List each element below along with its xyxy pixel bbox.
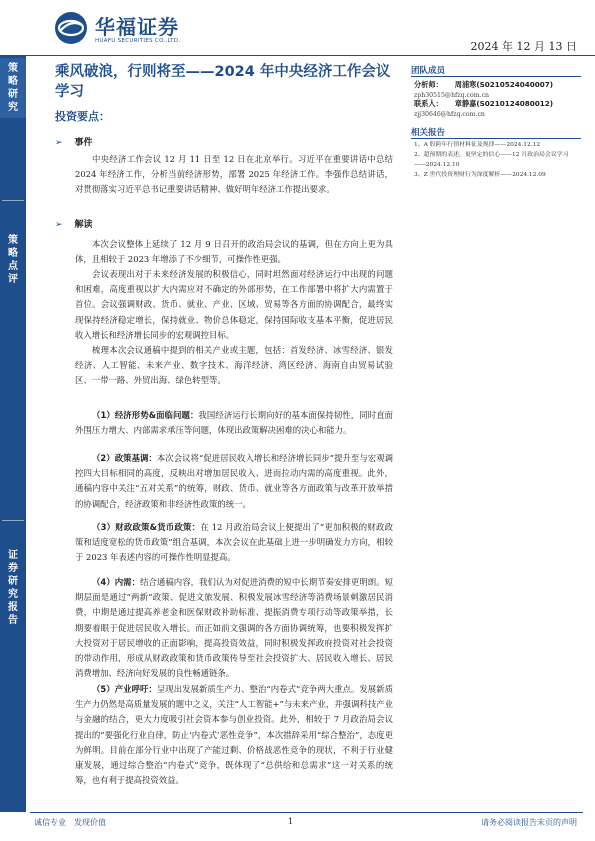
report-date: 2024 年 12 月 13 日 — [470, 40, 577, 53]
sidebar-divider — [2, 200, 24, 201]
interpretation-paragraph-3: 梳理本次会议通稿中提到的相关产业或主题，包括：首发经济、冰雪经济、银发经济、人工智能、未来产业、数字技术、海洋经济、湾区经济、海南自由贸易试验区、一带一路、外贸出海、绿色转型等。 — [75, 345, 393, 386]
company-logo — [54, 9, 214, 49]
huafu-logo-icon — [54, 11, 88, 45]
section-heading-interpretation: ➢ 解读 — [55, 220, 93, 230]
report-title: 乘风破浪，行则将至——2024 年中央经济工作会议学习 — [55, 64, 391, 100]
contact-entry: 联系人： 章静嘉(S0210124080012) — [414, 99, 554, 108]
related-reports-heading: 相关报告 — [411, 128, 446, 138]
key-points-heading: 投资要点： — [55, 110, 110, 123]
point-industry-appeal: （5）产业呼吁：呈现出发展新质生产力、整治“内卷式”竞争两大重点。发展新质生产力仍然是高质量发展的题中之义，关注“人工智能+”与未来产业，并强调科技产业与金融的结合，更大力度吸引社会资本参与创业投资。此外，相较于 7 月政治局会议提出的“要强化行业自律，防止‘内卷式’恶性竞争”，本次措辞采用“综合整治”，态度更为鲜明。目前在部分行业中出现了产能过剩、价格战恶性竞争的现状，不利于行业健康发展，通过综合整治“内卷式”竞争，既体现了“总供给和总需求”这一对关系的统筹，也有利于提高投资效益。 — [75, 684, 394, 786]
point-fiscal-monetary-policy: （3）财政政策&货币政策：在 12 月政治局会议上便提出了“更加积极的财政政策和适度宽松的货币政策”组合基调，本次会议在此基础上进一步明确发力方向，相较于 2023 年表述内容的可操作性明显提高。 — [75, 522, 393, 563]
event-paragraph: 中央经济工作会议 12 月 11 日至 12 日在北京举行。习近平在重要讲话中总结 2024 年经济工作，分析当前经济形势，部署 2025 年经济工作。李强作总结讲话，对贯彻落实习近平总书记重要讲话精神、做好明年经济工作提出要求。 — [75, 154, 393, 195]
section-heading-event: ➢ 事件 — [55, 138, 93, 148]
team-heading-rule — [411, 76, 581, 77]
point-domestic-demand: （4）内需：结合通稿内容，我们认为对促进消费的短中长期节奏安排更明朗。短期层面是通过“两新”政策、促进文旅发展、积极发展冰雪经济等消费场景刺激居民消费，中期是通过提高养老金和医保财政补助标准、提振消费专项行动等政策举措，长期要着眼于促进居民收入增长。而正如前文强调的各方面协调统筹，也要积极发挥扩大投资对于居民增收的正面影响，提高投资效益，同时积极发挥政府投资对社会投资的带动作用，形成从财政政策和货币政策传导至社会投资扩大、居民收入增长、居民消费增加、经济向好发展的良性畅通链条。 — [75, 577, 394, 679]
related-report-item[interactable]: 3、Z 世代投资理财行为深度解析——2024.12.09 — [414, 172, 546, 178]
sidebar-label-securities-report: 证券研究报告 — [8, 550, 18, 626]
page-number: 1 — [288, 817, 294, 826]
analyst-email[interactable]: zph30515@hfzq.com.cn — [414, 92, 490, 99]
arrow-right-icon: ➢ — [55, 220, 63, 230]
contact-email[interactable]: zjj30646@hfzq.com.cn — [414, 111, 485, 118]
analyst-entry: 分析师： 周浦寒(S0210524040007) — [414, 80, 554, 89]
point-policy-tone: （2）政策基调：本次会议将“促进居民收入增长和经济增长同步”提升至与宏观调控四大目标相同的高度，反映出对增加居民收入、进而拉动内需的高度重视。此外，通稿内容中关注“五对关系”的统筹，财政、货币、就业等各方面政策与改革开放举措的协调配合，经济政策和非经济性政策的统一。 — [75, 453, 394, 509]
footer-slogan: 诚信专业 发现价值 — [34, 818, 106, 827]
team-members-heading: 团队成员 — [411, 66, 446, 76]
related-heading-rule — [411, 138, 581, 139]
logo-text-en: HUAFU SECURITIES CO.,LTD. — [95, 38, 181, 44]
header-divider — [0, 55, 595, 56]
left-sidebar — [0, 56, 26, 812]
sidebar-label-strategy-research: 策略研究 — [0, 58, 26, 118]
arrow-right-icon: ➢ — [55, 138, 63, 148]
logo-text-cn: 华福证券 — [95, 15, 179, 39]
point-economic-situation: （1）经济形势&面临问题：我国经济运行长期向好的基本面保持韧性，同时直面外围压力增大、内部需求承压等问题，体现出政策解决困难的决心和能力。 — [75, 410, 393, 436]
interpretation-paragraph-2: 会议表现出对于未来经济发展的积极信心，同时坦然面对经济运行中出现的问题和困难，高度重视以扩大内需应对不确定的外部形势，在工作部署中将扩大内需置于首位。会议强调财政、货币、就业、产业、区域、贸易等各方面的协调配合，最终实现保持经济稳定增长，保持就业、物价总体稳定，保持国际收支基本平衡，促进居民收入增长和经济增长同步的宏观调控目标。 — [75, 269, 393, 340]
sidebar-label-strategy-comment: 策略点评 — [8, 235, 18, 285]
footer-divider — [30, 812, 583, 813]
related-report-item[interactable]: 2、超预期的表述，更坚定的信心——12 月政治局会议学习——2024.12.10 — [414, 152, 569, 168]
related-report-item[interactable]: 1、A 股跨年行情材料征及规律——2024.12.12 — [414, 142, 541, 148]
footer-disclaimer: 请务必阅读报告末页的声明 — [481, 818, 577, 827]
sidebar-divider — [2, 520, 24, 521]
interpretation-paragraph-1: 本次会议整体上延续了 12 月 9 日召开的政治局会议的基调，但在方向上更为具体，且相较于 2023 年增添了不少细节，可操作性更强。 — [75, 239, 393, 265]
